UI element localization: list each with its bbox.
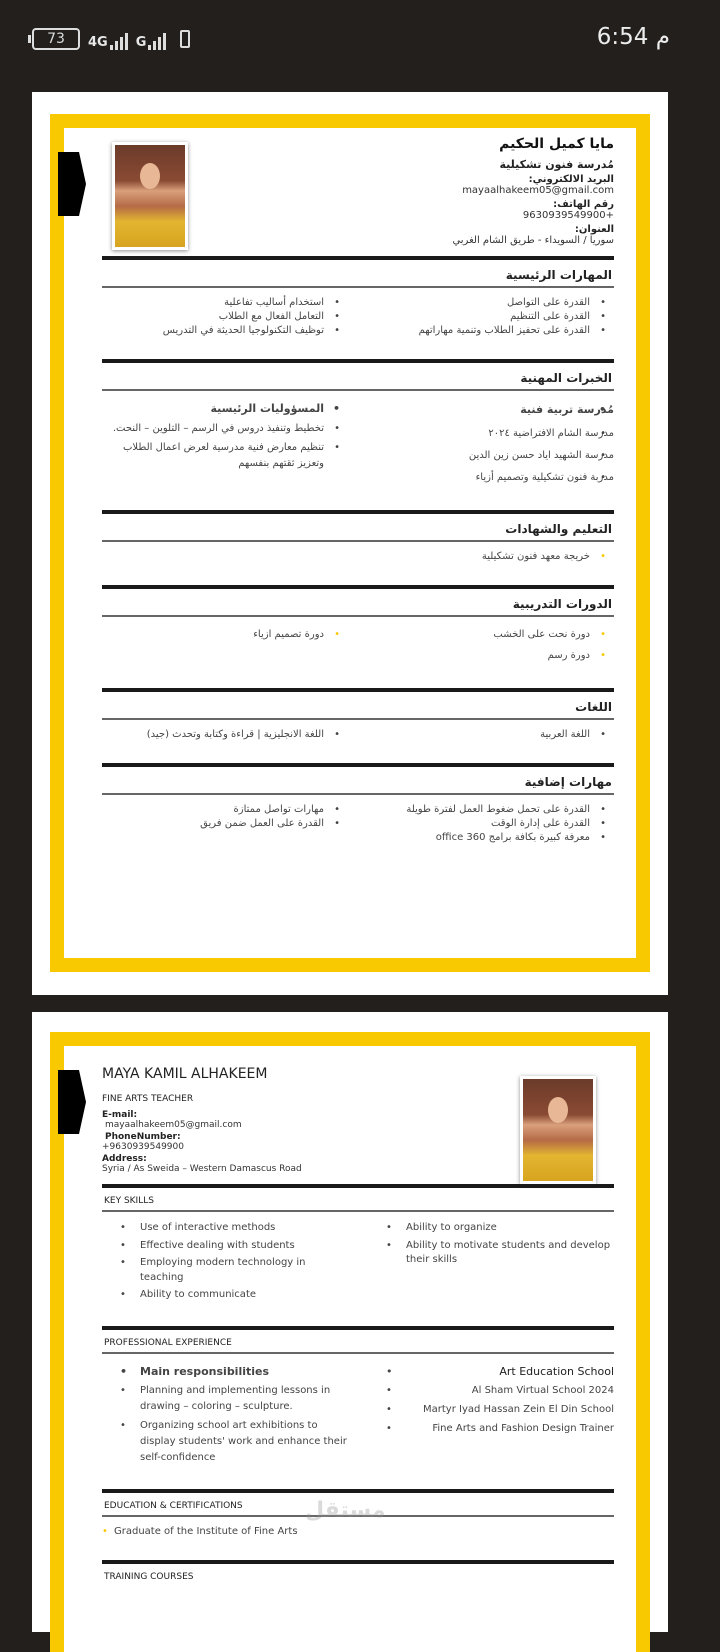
- section-title: TRAINING COURSES: [104, 1572, 194, 1583]
- list-item: • Employing modern technology in teaching: [102, 1256, 348, 1285]
- email-value: mayaalhakeem05@gmail.com: [105, 1120, 242, 1130]
- section-experience: [102, 359, 614, 500]
- list-item: • القدرة على التنظيم: [368, 311, 614, 322]
- section-extra-skills: [102, 763, 614, 856]
- list-item: • Effective dealing with students: [102, 1239, 348, 1254]
- list-item: • Martyr Iyad Hassan Zein El Din School: [368, 1402, 614, 1418]
- list-item: • اللغة الانجليزية | قراءة وكتابة وتحدث (جيد): [102, 729, 348, 740]
- list-item: • Main responsibilities: [102, 1363, 348, 1381]
- cv-title: مُدرسة فنون تشكيلية: [499, 158, 614, 171]
- section-courses: [102, 1560, 614, 1586]
- list-item: • مدرسة الشهيد اياد حسن زين الدين: [368, 446, 614, 465]
- section-courses: [102, 585, 614, 678]
- section-title: المهارات الرئيسية: [102, 260, 614, 288]
- section-title: الخبرات المهنية: [102, 363, 614, 391]
- list-item: • مدرسة الشام الافتراضية ٢٠٢٤: [368, 424, 614, 443]
- list-item: • مُدرسة تربية فنية: [368, 400, 614, 421]
- cv-name: MAYA KAMIL ALHAKEEM: [102, 1066, 268, 1082]
- section-title: اللغات: [102, 692, 614, 720]
- list-item: • القدرة على العمل ضمن فريق: [102, 818, 348, 829]
- list-item: • Graduate of the Institute of Fine Arts: [102, 1526, 614, 1537]
- list-item: • دورة نحت على الخشب: [368, 626, 614, 644]
- list-item: • Planning and implementing lessons in drawing – coloring – sculpture.: [102, 1383, 348, 1415]
- section-title: الدورات التدريبية: [102, 589, 614, 617]
- list-item: • التعامل الفعال مع الطلاب: [102, 311, 348, 322]
- decorative-tab-icon: [58, 152, 86, 216]
- list-item: • معرفة كبيرة بكافة برامج office 360: [368, 832, 614, 843]
- list-item: • اللغة العربية: [368, 729, 614, 740]
- cv-frame: [50, 114, 650, 972]
- section-title: مهارات إضافية: [102, 767, 614, 795]
- list-item: • Organizing school art exhibitions to display students' work and enhance their self-confidence: [102, 1418, 348, 1466]
- list-item: • دورة تصميم ازياء: [102, 626, 348, 644]
- signal-4g-icon: 4G: [88, 28, 128, 50]
- list-item: • خريجة معهد فنون تشكيلية: [102, 551, 614, 562]
- list-item: • توظيف التكنولوجيا الحديثة في التدريس: [102, 325, 348, 336]
- cv-name: مايا كميل الحكيم: [499, 136, 614, 152]
- list-item: • القدرة على التواصل: [368, 297, 614, 308]
- list-item: • تنظيم معارض فنية مدرسية لعرض اعمال الطلاب وتعزيز ثقتهم بنفسهم: [102, 440, 348, 472]
- list-item: • القدرة على إدارة الوقت: [368, 818, 614, 829]
- section-skills: [102, 1184, 614, 1316]
- clock: 6:54 م: [596, 24, 670, 50]
- list-item: • استخدام أساليب تفاعلية: [102, 297, 348, 308]
- address-value: سوريا / السويداء - طريق الشام الغربي: [452, 235, 614, 246]
- email-label: البريد الالكتروني:: [528, 174, 614, 185]
- section-education: [102, 510, 614, 575]
- list-item: • Use of interactive methods: [102, 1221, 348, 1236]
- cv-title: FINE ARTS TEACHER: [102, 1094, 194, 1104]
- list-item: • Ability to communicate: [102, 1288, 348, 1303]
- list-item: • Al Sham Virtual School 2024: [368, 1383, 614, 1399]
- list-item: • المسؤوليات الرئيسية: [102, 400, 348, 418]
- watermark-logo: مستقل: [305, 1498, 386, 1523]
- section-title: PROFESSIONAL EXPERIENCE: [102, 1330, 614, 1354]
- email-value: mayaalhakeem05@gmail.com: [462, 185, 614, 196]
- address-value: Syria / As Sweida – Western Damascus Road: [102, 1164, 302, 1174]
- section-skills: [102, 256, 614, 349]
- list-item: • Ability to motivate students and develop their skills: [368, 1239, 614, 1268]
- vibrate-icon: [174, 28, 196, 50]
- cv-page-arabic[interactable]: [32, 92, 668, 995]
- list-item: • Fine Arts and Fashion Design Trainer: [368, 1421, 614, 1437]
- list-item: • مدربة فنون تشكيلية وتصميم أزياء: [368, 468, 614, 487]
- list-item: • Ability to organize: [368, 1221, 614, 1236]
- section-experience: [102, 1326, 614, 1480]
- list-item: • مهارات تواصل ممتازة: [102, 804, 348, 815]
- cv-frame: [50, 1032, 650, 1652]
- list-item: • Art Education School: [368, 1363, 614, 1381]
- phone-value: +9630939549900: [102, 1142, 184, 1152]
- address-label: العنوان:: [574, 224, 614, 235]
- section-title: KEY SKILLS: [102, 1188, 614, 1212]
- phone-value: +9630939549900: [522, 210, 614, 221]
- address-label: Address:: [102, 1154, 147, 1164]
- signal-g-icon: G: [136, 28, 167, 50]
- decorative-tab-icon: [58, 1070, 86, 1134]
- section-title: EDUCATION & CERTIFICATIONS: [102, 1493, 614, 1517]
- list-item: • دورة رسم: [368, 647, 614, 665]
- list-item: • القدرة على تحفيز الطلاب وتنمية مهاراتهم: [368, 325, 614, 336]
- cv-content-arabic: [102, 136, 614, 856]
- battery-icon: 73: [32, 28, 80, 50]
- list-item: • القدرة على تحمل ضغوط العمل لفترة طويلة: [368, 804, 614, 815]
- list-item: • تخطيط وتنفيذ دروس في الرسم – التلوين – النحت.: [102, 421, 348, 437]
- status-bar: [0, 0, 720, 82]
- phone-label: رقم الهاتف:: [553, 199, 614, 210]
- section-title: التعليم والشهادات: [102, 514, 614, 542]
- cv-page-english[interactable]: [32, 1012, 668, 1632]
- phone-label: PhoneNumber:: [105, 1132, 181, 1142]
- section-languages: [102, 688, 614, 753]
- email-label: E-mail:: [102, 1110, 138, 1120]
